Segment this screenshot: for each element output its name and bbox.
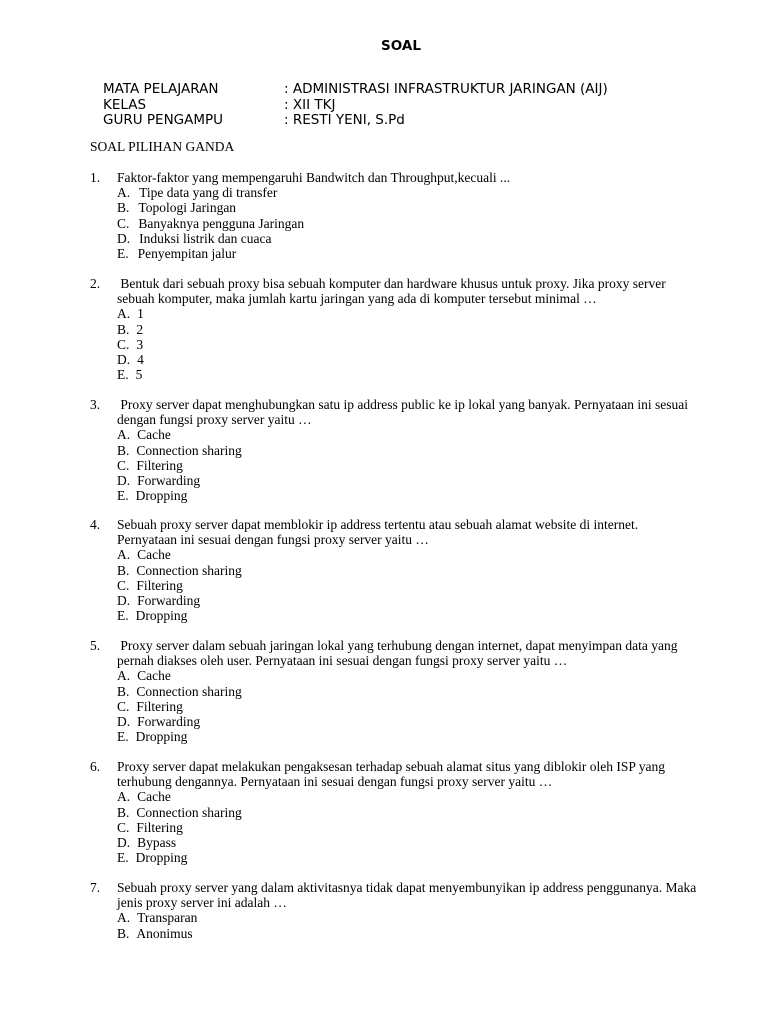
answer-option: [117, 306, 710, 321]
option-letter: D.: [117, 593, 131, 609]
option-letter: A.: [117, 668, 131, 684]
answer-option: [117, 729, 710, 744]
option-text: Dropping: [135, 729, 188, 745]
option-text: 4: [137, 352, 144, 368]
option-letter: D.: [117, 714, 131, 730]
option-letter: B.: [117, 200, 130, 216]
option-letter: E.: [117, 367, 129, 383]
question-text: Sebuah proxy server dapat memblokir ip address tertentu atau sebuah alamat website di internet. Pernyataan ini sesuai dengan fungsi proxy server yaitu …: [117, 517, 642, 548]
answer-option: [117, 593, 710, 608]
option-letter: D.: [117, 473, 131, 489]
answer-option: [117, 352, 710, 367]
question-number: 1.: [90, 170, 101, 185]
answer-option: [117, 608, 710, 623]
option-letter: A.: [117, 910, 131, 926]
answer-option: [117, 473, 710, 488]
option-text: Connection sharing: [136, 562, 242, 578]
question-number: 7.: [90, 880, 101, 895]
answer-option: [117, 668, 710, 683]
info-row-class: [103, 98, 608, 114]
question-number: 6.: [90, 759, 101, 774]
option-text: Connection sharing: [136, 804, 242, 820]
answer-option: [117, 443, 710, 458]
document-title: SOAL: [381, 38, 421, 54]
option-letter: E.: [117, 246, 129, 262]
info-label: MATA PELAJARAN: [103, 81, 219, 97]
answer-option: [117, 850, 710, 865]
info-label: KELAS: [103, 96, 147, 113]
question-head: [90, 759, 710, 789]
answer-option: [117, 714, 710, 729]
answer-option: [117, 246, 710, 261]
answer-option: [117, 835, 710, 850]
answer-option: [117, 789, 710, 804]
option-text: Filtering: [136, 577, 183, 593]
option-letter: E.: [117, 488, 129, 504]
answer-option: [117, 337, 710, 352]
option-text: Tipe data yang di transfer: [139, 185, 278, 201]
question-text: Sebuah proxy server yang dalam aktivitasnya tidak dapat menyembunyikan ip address penggunanya. Maka jenis proxy server ini adalah …: [117, 880, 700, 911]
answer-option: [117, 699, 710, 714]
answer-option: [117, 216, 710, 231]
info-row-subject: [103, 82, 608, 98]
answer-option: [117, 367, 710, 382]
option-letter: D.: [117, 230, 131, 246]
option-letter: B.: [117, 321, 130, 337]
question-3: [90, 397, 710, 503]
question-7: [90, 880, 710, 941]
answer-option: [117, 427, 710, 442]
answer-options: [117, 910, 710, 940]
option-text: Forwarding: [137, 473, 201, 489]
answer-options: [117, 306, 710, 382]
option-text: 2: [136, 321, 144, 337]
option-text: Anonimus: [136, 925, 193, 941]
answer-option: [117, 322, 710, 337]
question-number: 4.: [90, 517, 101, 532]
info-value: : RESTI YENI, S.Pd: [284, 112, 405, 128]
question-text: Proxy server dalam sebuah jaringan lokal yang terhubung dengan internet, dapat menyimpan data yang pernah diakses oleh user. Pernyataan ini sesuai dengan fungsi proxy server yaitu …: [117, 638, 681, 669]
answer-options: [117, 547, 710, 623]
question-6: [90, 759, 710, 865]
option-letter: E.: [117, 850, 129, 866]
option-letter: B.: [117, 562, 130, 578]
question-number: 2.: [90, 276, 101, 291]
answer-option: [117, 231, 710, 246]
info-value: : ADMINISTRASI INFRASTRUKTUR JARINGAN (AIJ): [284, 81, 608, 97]
question-head: [90, 880, 710, 910]
answer-options: [117, 789, 710, 865]
question-1: [90, 170, 710, 261]
option-text: Cache: [137, 668, 171, 684]
answer-option: [117, 563, 710, 578]
option-text: Bypass: [137, 835, 177, 851]
option-text: Banyaknya pengguna Jaringan: [138, 215, 305, 231]
question-5: [90, 638, 710, 744]
question-head: [90, 517, 710, 547]
question-text: Proxy server dapat melakukan pengaksesan terhadap sebuah alamat situs yang diblokir oleh ISP yang terhubung dengannya. Pernyataan ini sesuai dengan fungsi proxy server yaitu …: [117, 759, 669, 790]
option-text: Dropping: [135, 850, 188, 866]
option-letter: C.: [117, 819, 130, 835]
info-value: : XII TKJ: [284, 96, 336, 113]
answer-option: [117, 926, 710, 941]
answer-option: [117, 910, 710, 925]
answer-option: [117, 820, 710, 835]
answer-option: [117, 458, 710, 473]
question-2: [90, 276, 710, 382]
option-text: Filtering: [136, 698, 183, 714]
question-4: [90, 517, 710, 623]
option-text: Transparan: [137, 910, 198, 926]
answer-options: [117, 185, 710, 261]
option-letter: B.: [117, 804, 130, 820]
info-row-teacher: [103, 113, 608, 129]
option-text: Topologi Jaringan: [138, 200, 237, 216]
option-text: Connection sharing: [136, 683, 242, 699]
option-letter: C.: [117, 336, 130, 352]
question-number: 3.: [90, 397, 101, 412]
question-text: Proxy server dapat menghubungkan satu ip address public ke ip lokal yang banyak. Pernyataan ini sesuai dengan fungsi proxy server yaitu …: [117, 397, 692, 428]
option-letter: E.: [117, 608, 129, 624]
option-text: Cache: [137, 789, 171, 805]
option-text: Forwarding: [137, 593, 201, 609]
option-letter: C.: [117, 457, 130, 473]
option-letter: A.: [117, 547, 131, 563]
option-text: Dropping: [135, 488, 188, 504]
answer-option: [117, 488, 710, 503]
option-text: Filtering: [136, 819, 183, 835]
question-head: [90, 397, 710, 427]
option-letter: C.: [117, 215, 130, 231]
option-text: 3: [136, 336, 144, 352]
option-letter: D.: [117, 835, 131, 851]
option-text: Dropping: [135, 608, 188, 624]
option-letter: C.: [117, 698, 130, 714]
question-number: 5.: [90, 638, 101, 653]
section-title: SOAL PILIHAN GANDA: [90, 139, 235, 154]
answer-option: [117, 578, 710, 593]
option-letter: C.: [117, 577, 130, 593]
answer-option: [117, 805, 710, 820]
option-text: Cache: [137, 547, 171, 563]
question-head: [90, 170, 710, 185]
option-text: Filtering: [136, 457, 183, 473]
option-letter: A.: [117, 789, 131, 805]
answer-option: [117, 200, 710, 215]
answer-option: [117, 684, 710, 699]
question-text: Faktor-faktor yang mempengaruhi Bandwitch dan Throughput,kecuali ...: [117, 170, 511, 185]
option-text: Forwarding: [137, 714, 201, 730]
answer-options: [117, 427, 710, 503]
question-text: Bentuk dari sebuah proxy bisa sebuah komputer dan hardware khusus untuk proxy. Jika proxy server sebuah komputer, maka jumlah kartu jaringan yang ada di komputer tersebut minimal …: [117, 276, 670, 307]
option-text: Connection sharing: [136, 442, 242, 458]
option-letter: E.: [117, 729, 129, 745]
option-text: 1: [137, 306, 144, 322]
option-letter: B.: [117, 442, 130, 458]
question-head: [90, 276, 710, 306]
option-text: Cache: [137, 427, 171, 443]
option-text: Induksi listrik dan cuaca: [139, 230, 272, 246]
info-label: GURU PENGAMPU: [103, 112, 224, 128]
subject-info: [103, 82, 608, 129]
question-head: [90, 638, 710, 668]
option-letter: A.: [117, 185, 131, 201]
answer-option: [117, 185, 710, 200]
option-text: 5: [135, 367, 143, 383]
option-letter: B.: [117, 925, 130, 941]
option-text: Penyempitan jalur: [137, 246, 237, 262]
answer-option: [117, 547, 710, 562]
option-letter: B.: [117, 683, 130, 699]
option-letter: D.: [117, 352, 131, 368]
option-letter: A.: [117, 306, 131, 322]
option-letter: A.: [117, 427, 131, 443]
answer-options: [117, 668, 710, 744]
